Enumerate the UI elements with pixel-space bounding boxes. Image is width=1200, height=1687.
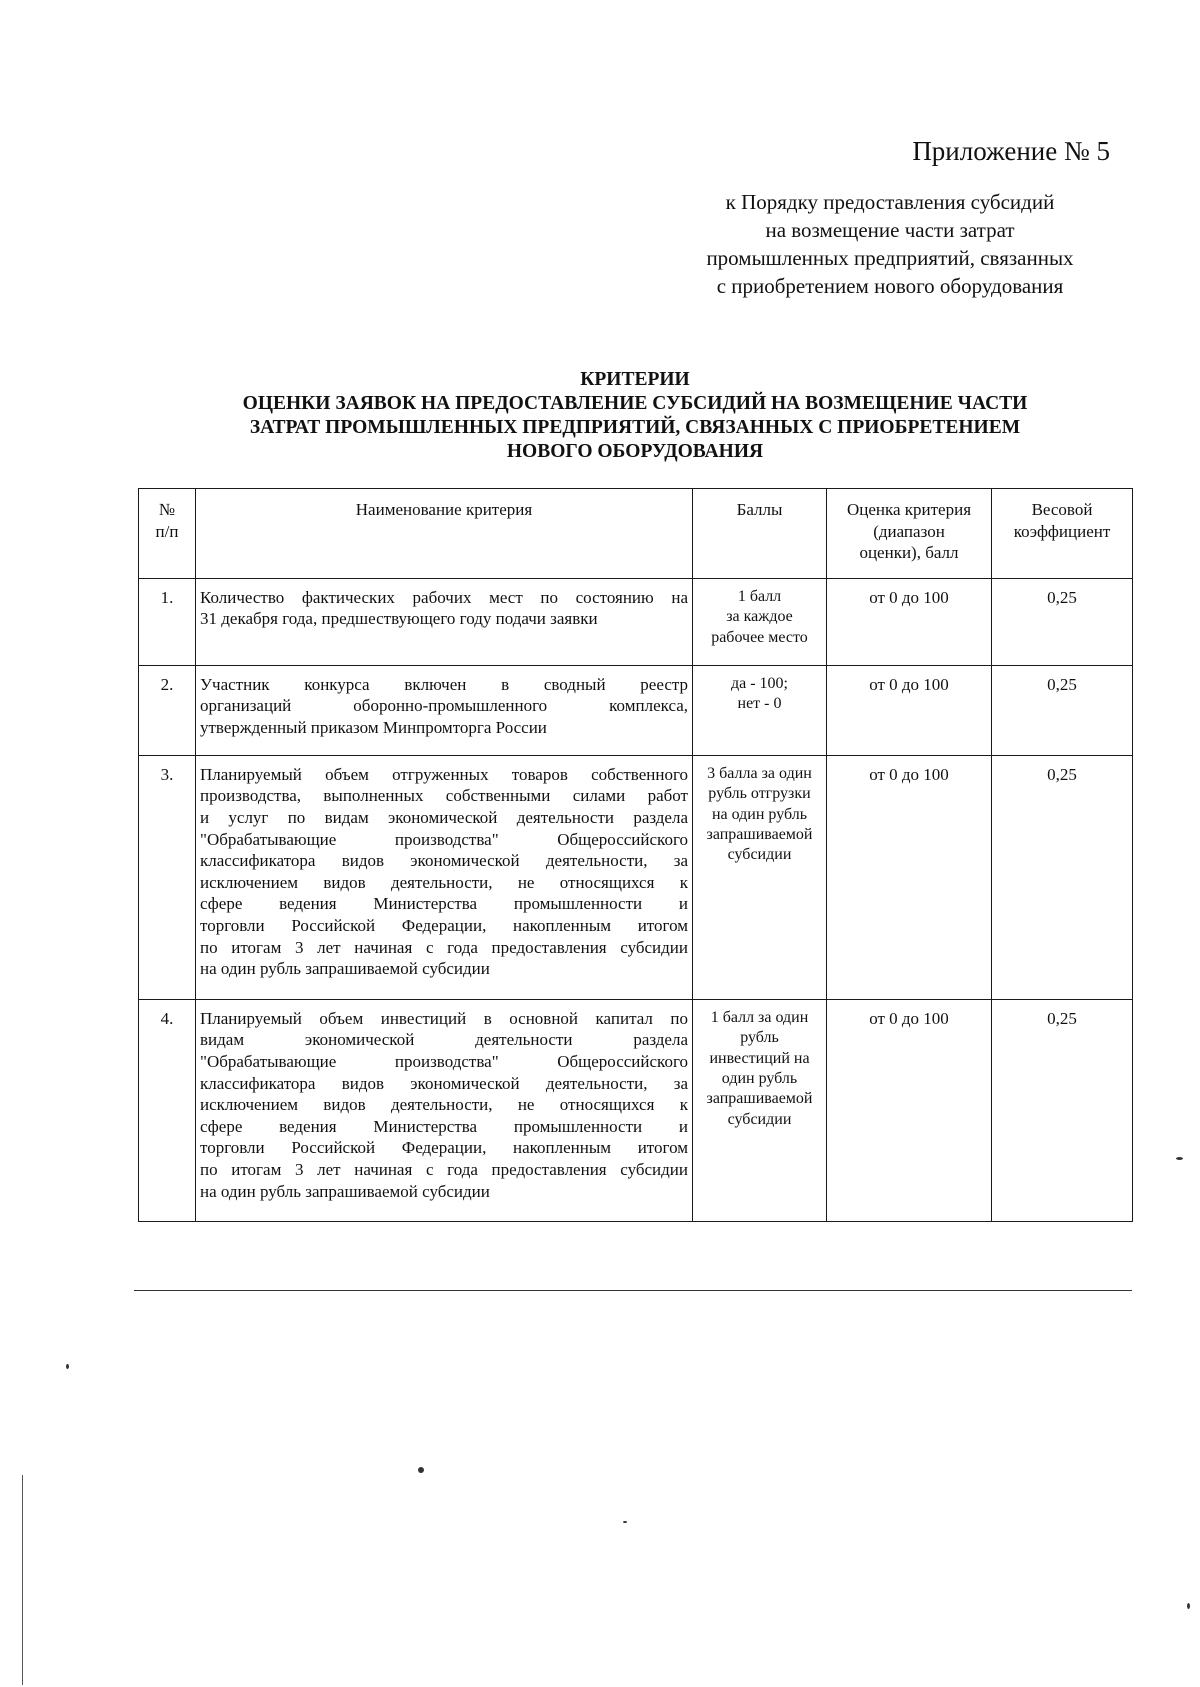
- header-weight-line: Весовой: [1031, 500, 1093, 519]
- criterion-line: на один рубль запрашиваемой субсидии: [200, 1181, 490, 1201]
- document-heading: [140, 368, 1130, 464]
- appendix-subtitle-line: с приобретением нового оборудования: [716, 274, 1064, 298]
- criterion-line: классификатора видов экономической деятельности, за: [200, 1073, 688, 1093]
- row-criterion: [196, 578, 693, 665]
- criterion-line: по итогам 3 лет начиная с года предоставления субсидии: [200, 937, 688, 957]
- criterion-line: "Обрабатывающие производства" Общероссийского: [200, 829, 688, 849]
- header-num-line: п/п: [155, 521, 179, 541]
- row-num: 4.: [139, 999, 196, 1221]
- criterion-line: Участник конкурса включен в сводный реестр: [200, 674, 688, 694]
- header-points-text: Баллы: [736, 500, 783, 519]
- criterion-line: утвержденный приказом Минпромторга России: [200, 717, 547, 737]
- header-range-line: оценки), балл: [859, 543, 959, 563]
- points-line: рубль: [740, 1029, 779, 1047]
- header-weight: [992, 489, 1133, 579]
- criterion-line: сфере ведения Министерства промышленности и: [200, 894, 688, 914]
- table-header-row: [139, 489, 1133, 579]
- row-weight: 0,25: [992, 755, 1133, 999]
- criterion-line: сфере ведения Министерства промышленности и: [200, 1116, 688, 1136]
- header-num: [139, 489, 196, 579]
- points-line: запрашиваемой: [706, 826, 813, 843]
- points-line: запрашиваемой: [706, 1090, 813, 1108]
- points-line: рабочее место: [711, 628, 808, 646]
- header-num-line: №: [158, 500, 176, 519]
- row-range: от 0 до 100: [827, 755, 992, 999]
- points-line: 1 балл за один: [710, 1008, 809, 1026]
- row-points: [693, 999, 827, 1221]
- header-range: [827, 489, 992, 579]
- criterion-line: Количество фактических рабочих мест по состоянию на: [200, 587, 688, 607]
- row-range: от 0 до 100: [827, 578, 992, 665]
- bottom-divider: [134, 1290, 1132, 1291]
- criterion-line: организаций оборонно-промышленного комплекса,: [200, 696, 688, 716]
- points-line: инвестиций на: [709, 1049, 810, 1067]
- criterion-line: и услуг по видам экономической деятельности раздела: [200, 807, 688, 827]
- row-weight: 0,25: [992, 999, 1133, 1221]
- row-points: [693, 578, 827, 665]
- points-line: нет - 0: [737, 695, 782, 713]
- points-line: да - 100;: [730, 674, 788, 692]
- criterion-line: Планируемый объем отгруженных товаров собственного: [200, 764, 688, 784]
- row-weight: 0,25: [992, 578, 1133, 665]
- header-range-line: Оценка критерия: [846, 500, 972, 519]
- criterion-line: по итогам 3 лет начиная с года предоставления субсидии: [200, 1159, 688, 1179]
- row-points: [693, 755, 827, 999]
- criterion-line: 31 декабря года, предшествующего году подачи заявки: [200, 609, 598, 629]
- criterion-line: "Обрабатывающие производства" Общероссийского: [200, 1051, 688, 1071]
- criterion-line: на один рубль запрашиваемой субсидии: [200, 959, 490, 979]
- header-weight-line: коэффициент: [1013, 521, 1111, 541]
- criterion-line: исключением видов деятельности, не относящихся к: [200, 872, 688, 892]
- row-criterion: [196, 665, 693, 755]
- points-line: рубль отгрузки: [708, 785, 811, 803]
- criterion-line: классификатора видов экономической деятельности, за: [200, 851, 688, 871]
- row-num: 1.: [139, 578, 196, 665]
- row-points: [693, 665, 827, 755]
- heading-line: ЗАТРАТ ПРОМЫШЛЕННЫХ ПРЕДПРИЯТИЙ, СВЯЗАННЫХ С ПРИОБРЕТЕНИЕМ: [249, 417, 1021, 438]
- table-row: [139, 665, 1133, 755]
- heading-line: КРИТЕРИИ: [580, 369, 690, 390]
- criterion-line: видам экономической деятельности раздела: [200, 1030, 688, 1050]
- scan-speck: [1187, 1603, 1190, 1609]
- row-criterion: [196, 999, 693, 1221]
- header-name-text: Наименование критерия: [355, 500, 533, 519]
- points-line: 1 балл: [737, 587, 782, 605]
- row-weight: 0,25: [992, 665, 1133, 755]
- scan-speck: [66, 1364, 69, 1369]
- criterion-line: торговли Российской Федерации, накопленным итогом: [200, 1138, 688, 1158]
- appendix-title: Приложение № 5: [912, 136, 1110, 166]
- points-line: субсидии: [727, 846, 792, 864]
- points-line: на один рубль: [711, 805, 808, 823]
- row-num: 2.: [139, 665, 196, 755]
- heading-line: НОВОГО ОБОРУДОВАНИЯ: [506, 441, 764, 462]
- criteria-table: [138, 488, 1133, 1222]
- header-name: [196, 489, 693, 579]
- points-line: 3 балла за один: [707, 764, 812, 782]
- scan-speck: [623, 1521, 627, 1523]
- scan-margin-line: [22, 1475, 23, 1685]
- criterion-line: торговли Российской Федерации, накопленным итогом: [200, 915, 688, 935]
- header-points: [693, 489, 827, 579]
- appendix-subtitle-line: промышленных предприятий, связанных: [706, 246, 1074, 270]
- table-row: [139, 755, 1133, 999]
- criterion-line: Планируемый объем инвестиций в основной капитал по: [200, 1008, 688, 1028]
- scan-speck: [1176, 1157, 1183, 1160]
- row-criterion: [196, 755, 693, 999]
- appendix-subtitle-line: на возмещение части затрат: [765, 218, 1015, 242]
- scan-speck: [418, 1467, 424, 1473]
- header-range-line: (диапазон: [873, 521, 945, 541]
- row-range: от 0 до 100: [827, 999, 992, 1221]
- appendix-subtitle-line: к Порядку предоставления субсидий: [725, 190, 1055, 214]
- row-range: от 0 до 100: [827, 665, 992, 755]
- criterion-line: производства, выполненных собственными силами работ: [200, 786, 688, 806]
- criterion-line: исключением видов деятельности, не относящихся к: [200, 1095, 688, 1115]
- table-row: [139, 578, 1133, 665]
- points-line: субсидии: [727, 1110, 792, 1128]
- row-num: 3.: [139, 755, 196, 999]
- points-line: один рубль: [721, 1070, 798, 1087]
- table-row: [139, 999, 1133, 1221]
- appendix-subtitle: [660, 188, 1120, 300]
- points-line: за каждое: [726, 608, 793, 626]
- heading-line: ОЦЕНКИ ЗАЯВОК НА ПРЕДОСТАВЛЕНИЕ СУБСИДИЙ НА ВОЗМЕЩЕНИЕ ЧАСТИ: [242, 393, 1028, 414]
